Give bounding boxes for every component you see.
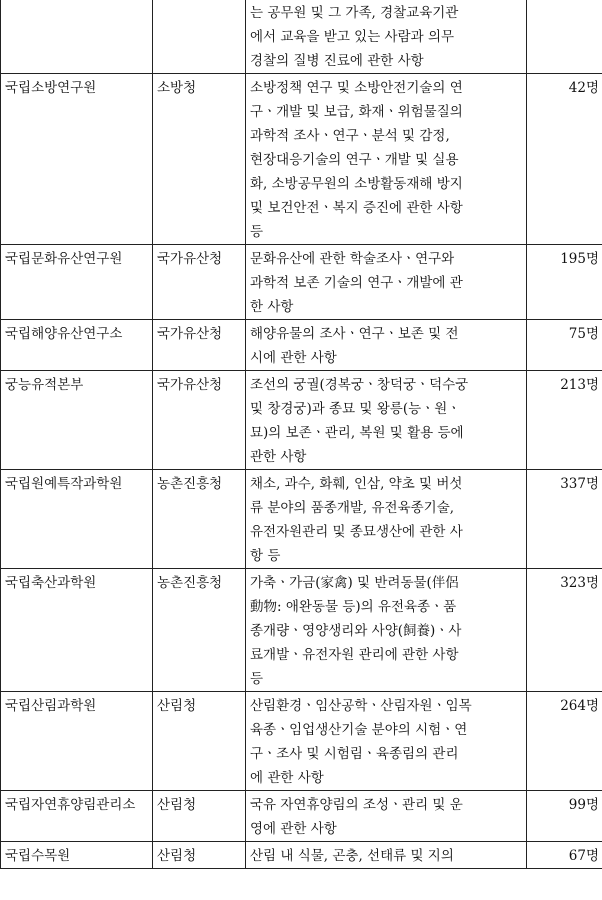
institution-name-cell: 국립축산과학원 — [1, 569, 153, 692]
duties-line: 화, 소방공무원의 소방활동재해 방지 — [250, 176, 463, 192]
parent-agency-cell: 국가유산청 — [153, 320, 246, 371]
staff-count-cell: 323명 — [527, 569, 602, 692]
parent-agency-cell: 산림청 — [153, 692, 246, 791]
duties-cell — [246, 0, 527, 74]
duties-line: 가축ㆍ가금(家禽) 및 반려동물(伴侶 — [250, 575, 459, 591]
duties-line: 에 관한 사항 — [250, 770, 324, 786]
duties-cell — [246, 470, 527, 569]
duties-line: 및 창경궁)과 종묘 및 왕릉(능ㆍ원ㆍ — [250, 401, 461, 417]
duties-cell — [246, 74, 527, 245]
institution-name-cell: 국립원예특작과학원 — [1, 470, 153, 569]
duties-line: 시에 관한 사항 — [250, 350, 337, 366]
institution-name-cell: 국립자연휴양림관리소 — [1, 791, 153, 842]
institution-name-cell — [1, 0, 153, 74]
duties-line: 에서 교육을 받고 있는 사람과 의무 — [250, 29, 455, 45]
table-row — [1, 842, 602, 869]
duties-line: 경찰의 질병 진료에 관한 사항 — [250, 53, 424, 69]
staff-count-cell: 75명 — [527, 320, 602, 371]
table-row — [1, 371, 602, 470]
parent-agency-cell: 국가유산청 — [153, 245, 246, 320]
duties-line: 묘)의 보존ㆍ관리, 복원 및 활용 등에 — [250, 425, 464, 441]
table-row — [1, 74, 602, 245]
table-row — [1, 320, 602, 371]
duties-line: 국유 자연휴양림의 조성ㆍ관리 및 운 — [250, 797, 463, 813]
duties-line: 과학적 조사ㆍ연구ㆍ분석 및 감정, — [250, 128, 450, 144]
institution-name-cell: 국립소방연구원 — [1, 74, 153, 245]
duties-line: 관한 사항 — [250, 449, 307, 465]
staff-count-cell: 99명 — [527, 791, 602, 842]
table-row — [1, 569, 602, 692]
table-body — [1, 0, 602, 869]
staff-count-cell: 67명 — [527, 842, 602, 869]
duties-line: 류 분야의 품종개발, 유전육종기술, — [250, 500, 455, 516]
duties-line: 육종ㆍ임업생산기술 분야의 시험ㆍ연 — [250, 722, 468, 738]
table-row — [1, 692, 602, 791]
duties-line: 채소, 과수, 화훼, 인삼, 약초 및 버섯 — [250, 476, 463, 492]
duties-cell — [246, 692, 527, 791]
table-row — [1, 0, 602, 74]
parent-agency-cell: 국가유산청 — [153, 371, 246, 470]
parent-agency-cell: 소방청 — [153, 74, 246, 245]
duties-line: 등 — [250, 671, 264, 687]
duties-line: 는 공무원 및 그 가족, 경찰교육기관 — [250, 5, 459, 21]
parent-agency-cell — [153, 0, 246, 74]
staff-count-cell: 264명 — [527, 692, 602, 791]
institution-name-cell: 국립산림과학원 — [1, 692, 153, 791]
parent-agency-cell: 산림청 — [153, 791, 246, 842]
parent-agency-cell: 산림청 — [153, 842, 246, 869]
duties-line: 산림환경ㆍ임산공학ㆍ산림자원ㆍ임목 — [250, 698, 472, 714]
table-row — [1, 245, 602, 320]
duties-line: 조선의 궁궐(경복궁ㆍ창덕궁ㆍ덕수궁 — [250, 377, 469, 393]
institution-name-cell: 국립수목원 — [1, 842, 153, 869]
duties-line: 등 — [250, 224, 264, 240]
parent-agency-cell: 농촌진흥청 — [153, 470, 246, 569]
duties-cell — [246, 371, 527, 470]
staff-count-cell: 195명 — [527, 245, 602, 320]
table-row — [1, 470, 602, 569]
duties-cell — [246, 569, 527, 692]
duties-line: 현장대응기술의 연구ㆍ개발 및 실용 — [250, 152, 459, 168]
institution-name-cell: 궁능유적본부 — [1, 371, 153, 470]
duties-line: 과학적 보존 기술의 연구ㆍ개발에 관 — [250, 275, 463, 291]
duties-line: 산림 내 식물, 곤충, 선태류 및 지의 — [250, 848, 454, 864]
staff-count-cell: 213명 — [527, 371, 602, 470]
staff-count-cell: 42명 — [527, 74, 602, 245]
duties-line: 영에 관한 사항 — [250, 821, 337, 837]
duties-line: 유전자원관리 및 종묘생산에 관한 사 — [250, 524, 463, 540]
duties-line: 및 보건안전ㆍ복지 증진에 관한 사항 — [250, 200, 463, 216]
duties-line: 문화유산에 관한 학술조사ㆍ연구와 — [250, 251, 455, 267]
duties-line: 해양유물의 조사ㆍ연구ㆍ보존 및 전 — [250, 326, 459, 342]
duties-line: 료개발ㆍ유전자원 관리에 관한 사항 — [250, 647, 459, 663]
duties-cell — [246, 842, 527, 869]
staff-count-cell — [527, 0, 602, 74]
duties-line: 소방정책 연구 및 소방안전기술의 연 — [250, 80, 463, 96]
parent-agency-cell: 농촌진흥청 — [153, 569, 246, 692]
table-row — [1, 791, 602, 842]
staff-count-cell: 337명 — [527, 470, 602, 569]
duties-line: 구ㆍ개발 및 보급, 화재ㆍ위험물질의 — [250, 104, 463, 120]
duties-cell — [246, 245, 527, 320]
institution-name-cell: 국립문화유산연구원 — [1, 245, 153, 320]
duties-line: 구ㆍ조사 및 시험림ㆍ육종림의 관리 — [250, 746, 459, 762]
duties-line: 한 사항 — [250, 299, 294, 315]
duties-cell — [246, 791, 527, 842]
duties-cell — [246, 320, 527, 371]
institution-name-cell: 국립해양유산연구소 — [1, 320, 153, 371]
duties-line: 動物: 애완동물 등)의 유전육종ㆍ품 — [250, 599, 457, 615]
duties-line: 종개량ㆍ영양생리와 사양(飼養)ㆍ사 — [250, 623, 462, 639]
duties-line: 항 등 — [250, 548, 281, 564]
